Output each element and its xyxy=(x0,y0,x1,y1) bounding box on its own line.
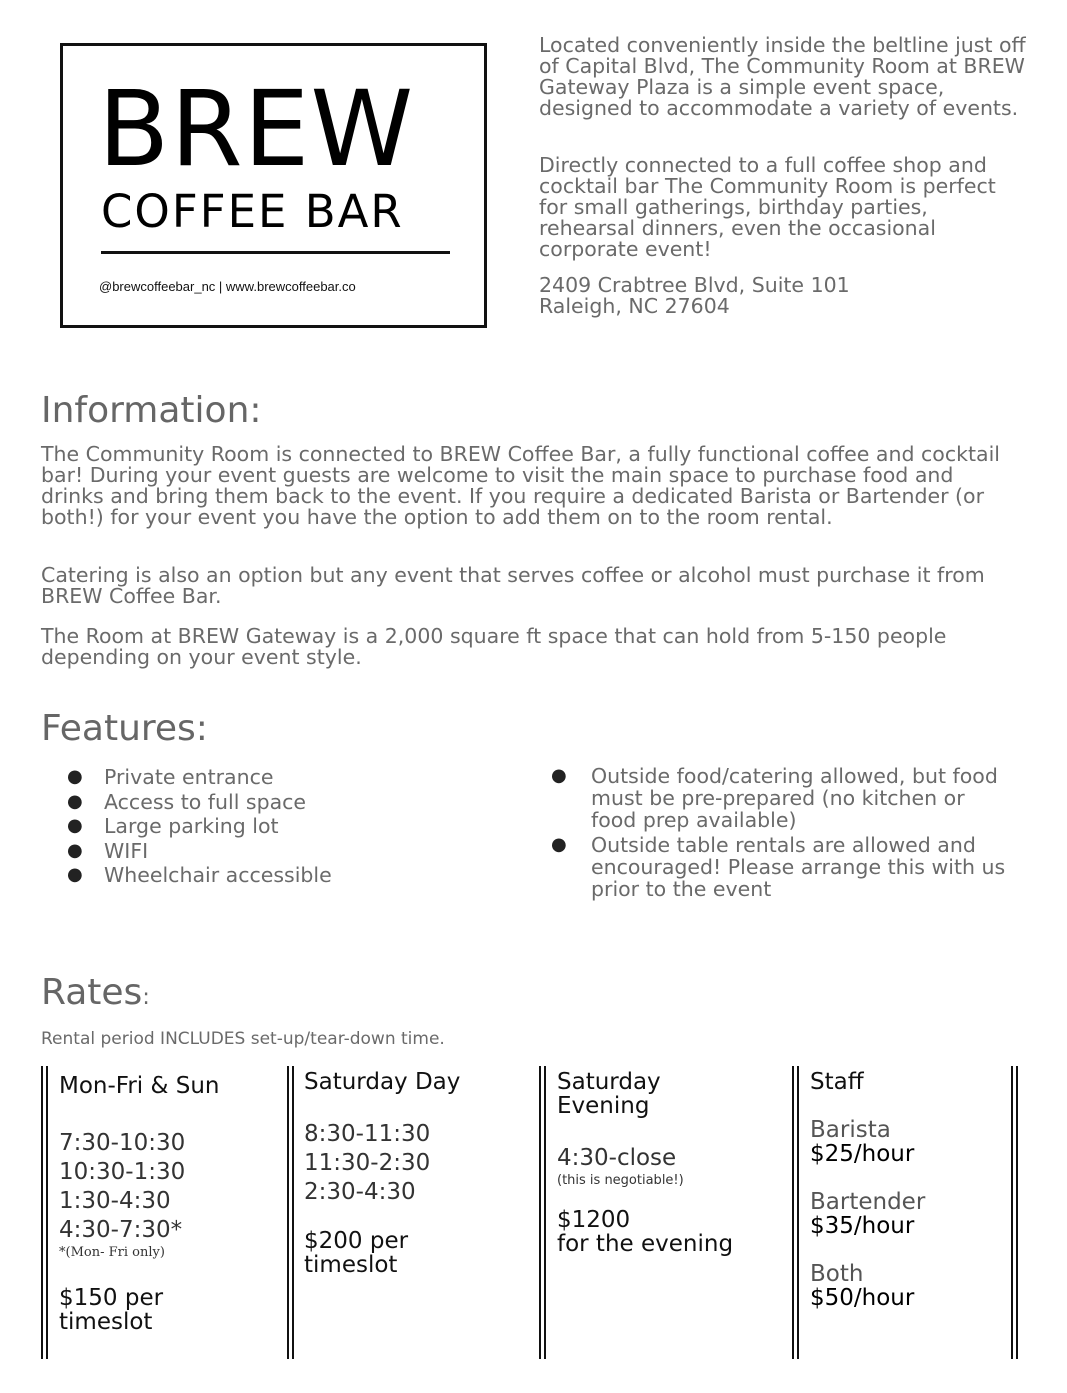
information-paragraph-3: The Room at BREW Gateway is a 2,000 square ft space that can hold from 5-150 people depending on your event style. xyxy=(41,624,947,669)
bullet-icon: ● xyxy=(67,864,83,885)
column-divider xyxy=(1011,1066,1013,1359)
features-list-left xyxy=(41,765,501,888)
logo-brand: BREW xyxy=(98,68,415,190)
column-divider xyxy=(287,1066,289,1359)
column-divider xyxy=(41,1066,43,1359)
timeslot: 1:30-4:30 xyxy=(59,1188,171,1214)
column-title: Evening xyxy=(557,1093,650,1119)
timeslot-note: (this is negotiable!) xyxy=(557,1173,684,1188)
bullet-icon: ● xyxy=(67,839,83,861)
intro-paragraph-1: Located conveniently inside the beltline just off of Capital Blvd, The Community Room at BREW Gateway Plaza is a simple event space, designed to accommodate a variety of events. xyxy=(539,33,1026,120)
rates-note: Rental period INCLUDES set-up/tear-down time. xyxy=(41,1029,445,1049)
column-divider xyxy=(797,1066,799,1359)
rates-heading: Rates: xyxy=(41,972,150,1013)
column-title: Saturday xyxy=(557,1069,661,1095)
staff-role: Both xyxy=(810,1261,864,1287)
price-unit: timeslot xyxy=(304,1252,398,1278)
column-title: Mon-Fri & Sun xyxy=(59,1073,220,1099)
price-unit: timeslot xyxy=(59,1309,153,1335)
bullet-icon: ● xyxy=(551,765,567,786)
price: $1200 xyxy=(557,1207,631,1233)
timeslot: 4:30-7:30* xyxy=(59,1217,183,1243)
staff-rate: $35/hour xyxy=(810,1213,915,1239)
logo-box xyxy=(60,43,487,328)
information-paragraph-2: Catering is also an option but any event that serves coffee or alcohol must purchase it from BREW Coffee Bar. xyxy=(41,563,985,608)
bullet-icon: ● xyxy=(67,815,83,836)
list-item: ● Private entrance xyxy=(67,765,274,789)
intro-paragraph-2: Directly connected to a full coffee shop and cocktail bar The Community Room is perfect for small gatherings, birthday parties, rehearsal dinners, even the occasional corporate event! xyxy=(539,153,996,261)
rate-column-staff xyxy=(810,1068,925,1310)
rate-column-weekday xyxy=(59,1068,220,1334)
list-item: ● Outside food/catering allowed, but food must be pre-prepared (no kitchen or food prep available) xyxy=(551,764,998,832)
column-divider xyxy=(46,1066,48,1359)
column-title: Staff xyxy=(810,1069,864,1095)
bullet-icon: ● xyxy=(67,790,83,812)
price-unit: for the evening xyxy=(557,1231,734,1257)
list-item: ● WIFI xyxy=(67,838,149,863)
timeslot: 7:30-10:30 xyxy=(59,1130,186,1156)
price: $200 per xyxy=(304,1228,409,1254)
logo-divider xyxy=(101,251,450,254)
timeslot: 8:30-11:30 xyxy=(304,1121,431,1147)
address-line-2: Raleigh, NC 27604 xyxy=(539,294,730,318)
price: $150 per xyxy=(59,1285,164,1311)
features-list-right xyxy=(551,765,1011,903)
column-divider xyxy=(1016,1066,1018,1359)
timeslot: 2:30-4:30 xyxy=(304,1179,416,1205)
information-heading: Information: xyxy=(41,390,262,431)
address xyxy=(539,275,1029,317)
column-divider xyxy=(292,1066,294,1359)
column-title: Saturday Day xyxy=(304,1069,461,1095)
column-divider xyxy=(539,1066,541,1359)
staff-role: Bartender xyxy=(810,1189,926,1215)
bullet-icon: ● xyxy=(551,834,567,855)
bullet-icon: ● xyxy=(67,766,83,787)
list-item: ● Large parking lot xyxy=(67,814,279,838)
address-line-1: 2409 Crabtree Blvd, Suite 101 xyxy=(539,273,850,297)
staff-role: Barista xyxy=(810,1117,891,1143)
column-divider xyxy=(792,1066,794,1359)
rate-column-saturday-day xyxy=(304,1068,460,1277)
logo-subtitle: COFFEE BAR xyxy=(101,185,404,238)
staff-rate: $25/hour xyxy=(810,1141,915,1167)
logo-contact: @brewcoffeebar_nc | www.brewcoffeebar.co xyxy=(99,279,356,294)
rate-column-saturday-evening xyxy=(557,1068,733,1256)
timeslot: 10:30-1:30 xyxy=(59,1159,186,1185)
list-item: ● Access to full space xyxy=(67,789,307,814)
features-heading: Features: xyxy=(41,708,208,749)
timeslot: 11:30-2:30 xyxy=(304,1150,431,1176)
list-item: ● Outside table rentals are allowed and encouraged! Please arrange this with us prior to the event xyxy=(551,833,1006,901)
list-item: ● Wheelchair accessible xyxy=(67,863,332,887)
timeslot: 4:30-close xyxy=(557,1145,677,1171)
information-paragraph-1: The Community Room is connected to BREW Coffee Bar, a fully functional coffee and cocktail bar! During your event guests are welcome to visit the main space to purchase food and drinks and bring them back to the event. If you require a dedicated Barista or Bartender (or both!) for your event you have the option to add them on to the room rental. xyxy=(41,442,1000,529)
timeslot-footnote: *(Mon- Fri only) xyxy=(59,1245,165,1260)
staff-rate: $50/hour xyxy=(810,1285,915,1311)
column-divider xyxy=(544,1066,546,1359)
